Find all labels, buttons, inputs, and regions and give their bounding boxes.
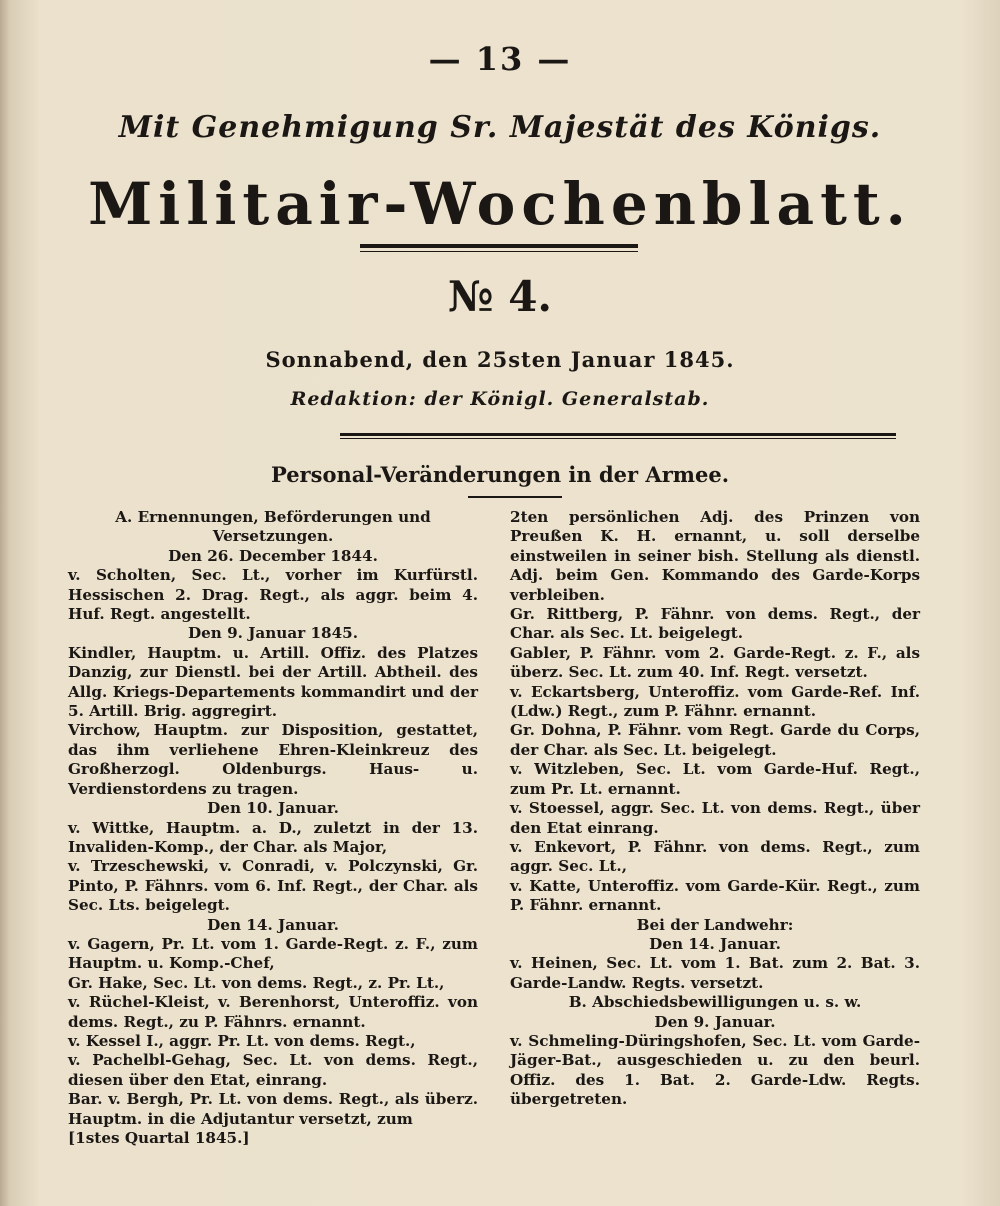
section-divider-thin (340, 438, 896, 439)
entry-paragraph: v. Trzeschewski, v. Conradi, v. Polczynski, Gr. Pinto, P. Fähnrs. vom 6. Inf. Regt., der Char. als Sec. Lts. beigelegt. (68, 857, 478, 915)
masthead-rule-thin (360, 251, 638, 252)
entry-paragraph: v. Eckartsberg, Unteroffiz. vom Garde-Ref. Inf. (Ldw.) Regt., zum P. Fähnr. ernannt. (510, 682, 920, 721)
section-divider (340, 433, 896, 436)
left-column (68, 508, 478, 1148)
entry-paragraph: v. Heinen, Sec. Lt. vom 1. Bat. zum 2. Bat. 3. Garde-Landw. Regts. versetzt. (510, 954, 920, 992)
page-number: — 13 — (428, 40, 572, 78)
entry-paragraph: Bar. v. Bergh, Pr. Lt. von dems. Regt., als überz. Hauptm. in die Adjutantur versetzt, zum (68, 1090, 478, 1128)
date-subheading: Den 10. Januar. (207, 799, 339, 818)
entry-paragraph: Gabler, P. Fähnr. vom 2. Garde-Regt. z. F., als überz. Sec. Lt. zum 40. Inf. Regt. versetzt. (510, 643, 920, 682)
entry-paragraph: Kindler, Hauptm. u. Artill. Offiz. des Platzes Danzig, zur Dienstl. bei der Artill. Abtheil. des Allg. Kriegs-Departements kommandirt und der 5. Artill. Brig. aggregirt. (68, 643, 478, 721)
entry-paragraph: v. Enkevort, P. Fähnr. von dems. Regt., zum aggr. Sec. Lt., (510, 837, 920, 876)
section-heading: A. Ernennungen, Beförderungen und (115, 508, 431, 526)
entry-paragraph: Gr. Hake, Sec. Lt. von dems. Regt., z. Pr. Lt., (68, 973, 445, 992)
entry-paragraph: 2ten persönlichen Adj. des Prinzen von Preußen K. H. ernannt, u. soll derselbe einstweilen in seiner bish. Stellung als dienstl. Adj. beim Gen. Kommando des Garde-Korps verbleiben. (510, 508, 920, 604)
date-subheading: Bei der Landwehr: (636, 915, 794, 934)
entry-paragraph: v. Stoessel, aggr. Sec. Lt. von dems. Regt., über den Etat einrang. (510, 799, 920, 837)
entry-paragraph: [1stes Quartal 1845.] (68, 1129, 250, 1147)
date-subheading: Den 9. Januar. (654, 1012, 776, 1031)
entry-paragraph: Gr. Dohna, P. Fähnr. vom Regt. Garde du Corps, der Char. als Sec. Lt. beigelegt. (510, 721, 920, 759)
entry-paragraph: v. Schmeling-Düringshofen, Sec. Lt. vom Garde-Jäger-Bat., ausgeschieden u. zu den beurl. Offiz. des 1. Bat. 2. Garde-Ldw. Regts. übergetreten. (510, 1031, 920, 1109)
date-subheading: Den 14. Januar. (649, 934, 781, 953)
editorial-line: Redaktion: der Königl. Generalstab. (290, 388, 710, 410)
masthead-rule (360, 244, 638, 248)
entry-paragraph: v. Rüchel-Kleist, v. Berenhorst, Unteroffiz. von dems. Regt., zu P. Fähnrs. ernannt. (68, 993, 478, 1031)
date-subheading: Den 14. Januar. (207, 915, 339, 934)
date-subheading: Den 9. Januar 1845. (187, 624, 359, 643)
issue-number: № 4. (447, 272, 553, 321)
section-title-rule (468, 496, 562, 498)
section-title: Personal-Veränderungen in der Armee. (270, 462, 730, 487)
masthead-title: Militair-Wochenblatt. (88, 170, 912, 238)
entry-paragraph: v. Gagern, Pr. Lt. vom 1. Garde-Regt. z. F., zum Hauptm. u. Komp.-Chef, (68, 934, 478, 973)
entry-paragraph: v. Katte, Unteroffiz. vom Garde-Kür. Regt., zum P. Fähnr. ernannt. (510, 876, 920, 915)
entry-paragraph: Gr. Rittberg, P. Fähnr. von dems. Regt., der Char. als Sec. Lt. beigelegt. (510, 605, 920, 643)
entry-paragraph: v. Kessel I., aggr. Pr. Lt. von dems. Regt., (68, 1031, 416, 1050)
entry-paragraph: v. Pachelbl-Gehag, Sec. Lt. von dems. Regt., diesen über den Etat, einrang. (68, 1051, 478, 1089)
section-heading: Versetzungen. (212, 527, 334, 546)
royal-privilege-line: Mit Genehmigung Sr. Majestät des Königs. (118, 110, 882, 145)
section-heading: B. Abschiedsbewilligungen u. s. w. (568, 993, 862, 1012)
entry-paragraph: Virchow, Hauptm. zur Disposition, gestattet, das ihm verliehene Ehren-Kleinkreuz des Großherzogl. Oldenburgs. Haus- u. Verdienstordens zu tragen. (68, 721, 478, 798)
date-subheading: Den 26. December 1844. (168, 546, 378, 565)
dateline: Sonnabend, den 25sten Januar 1845. (265, 347, 735, 372)
right-column (510, 508, 920, 1110)
entry-paragraph: v. Scholten, Sec. Lt., vorher im Kurfürstl. Hessischen 2. Drag. Regt., als aggr. beim 4. Huf. Regt. angestellt. (68, 566, 478, 624)
entry-paragraph: v. Wittke, Hauptm. a. D., zuletzt in der 13. Invaliden-Komp., der Char. als Major, (68, 818, 478, 856)
entry-paragraph: v. Witzleben, Sec. Lt. vom Garde-Huf. Regt., zum Pr. Lt. ernannt. (510, 760, 920, 798)
